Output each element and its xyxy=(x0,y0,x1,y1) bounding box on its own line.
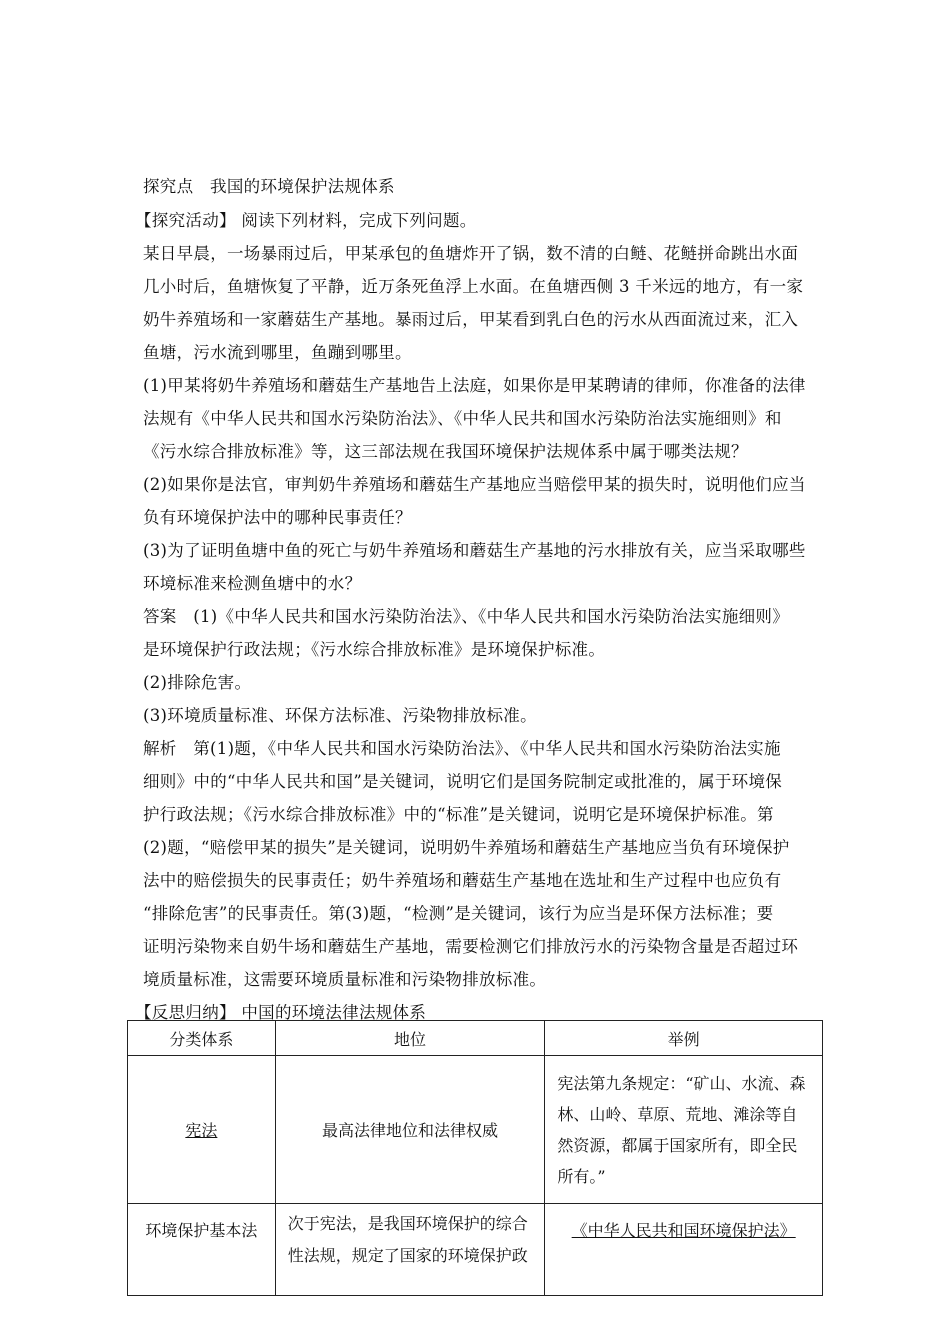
row-2-category: 环境保护基本法 xyxy=(128,1204,276,1296)
reflection-tag: 【反思归纳】 xyxy=(135,1003,236,1022)
question-line-3: 《污水综合排放标准》等，这三部法规在我国环境保护法规体系中属于哪类法规？ xyxy=(143,442,748,461)
reflection-title: 中国的环境法律法规体系 xyxy=(241,1003,427,1022)
row-1-category-text: 宪法 xyxy=(185,1121,218,1140)
table-row xyxy=(128,1204,823,1296)
question-line-5: 负有环境保护法中的哪种民事责任？ xyxy=(143,508,412,527)
question-line-2: 法规有《中华人民共和国水污染防治法》、《中华人民共和国水污染防治法实施细则》和 xyxy=(143,409,782,428)
answer-label: 答案 xyxy=(143,607,177,626)
question-line-1: (1)甲某将奶牛养殖场和蘑菇生产基地告上法庭，如果你是甲某聘请的律师，你准备的法律 xyxy=(143,376,806,395)
question-line-7: 环境标准来检测鱼塘中的水？ xyxy=(143,574,362,593)
material-line-4: 鱼塘，污水流到哪里，鱼蹦到哪里。 xyxy=(143,343,412,362)
row-2-example xyxy=(545,1204,823,1296)
question-line-6: (3)为了证明鱼塘中鱼的死亡与奶牛养殖场和蘑菇生产基地的污水排放有关，应当采取哪些 xyxy=(143,541,806,560)
question-line-4: (2)如果你是法官，审判奶牛养殖场和蘑菇生产基地应当赔偿甲某的损失时，说明他们应当 xyxy=(143,475,806,494)
analysis-line-1 xyxy=(143,739,781,759)
section-heading-title: 我国的环境保护法规体系 xyxy=(210,177,395,196)
row-2-status: 次于宪法，是我国环境保护的综合性法规，规定了国家的环境保护政 xyxy=(275,1204,545,1296)
activity-instruction: 阅读下列材料，完成下列问题。 xyxy=(241,211,477,230)
law-system-table xyxy=(127,1020,823,1296)
material-line-1: 某日早晨，一场暴雨过后，甲某承包的鱼塘炸开了锅，数不清的白鲢、花鲢拼命跳出水面 xyxy=(143,244,799,263)
header-status: 地位 xyxy=(275,1021,545,1056)
analysis-line-7: 证明污染物来自奶牛场和蘑菇生产基地，需要检测它们排放污水的污染物含量是否超过环 xyxy=(143,937,799,956)
analysis-line-5: 法中的赔偿损失的民事责任；奶牛养殖场和蘑菇生产基地在选址和生产过程中也应负有 xyxy=(143,871,782,890)
section-heading-label: 探究点 xyxy=(143,177,194,196)
header-example: 举例 xyxy=(545,1021,823,1056)
header-category: 分类体系 xyxy=(128,1021,276,1056)
row-1-example: 宪法第九条规定：“矿山、水流、森林、山岭、草原、荒地、滩涂等自然资源，都属于国家所有，即全民所有。” xyxy=(545,1056,823,1204)
answer-line-4: (3)环境质量标准、环保方法标准、污染物排放标准。 xyxy=(143,706,537,725)
analysis-line-2: 细则》中的“中华人民共和国”是关键词，说明它们是国务院制定或批准的，属于环境保 xyxy=(143,772,783,791)
analysis-line-6: “排除危害”的民事责任。第(3)题，“检测”是关键词，该行为应当是环保方法标准；要 xyxy=(143,904,774,923)
analysis-label: 解析 xyxy=(143,739,177,758)
answer-line-2: 是环境保护行政法规；《污水综合排放标准》是环境保护标准。 xyxy=(143,640,606,659)
row-2-example-text: 《中华人民共和国环境保护法》 xyxy=(571,1221,796,1240)
answer-text-1: (1)《中华人民共和国水污染防治法》、《中华人民共和国水污染防治法实施细则》 xyxy=(193,607,790,626)
analysis-text-1: 第(1)题，《中华人民共和国水污染防治法》、《中华人民共和国水污染防治法实施 xyxy=(193,739,781,758)
table-row xyxy=(128,1056,823,1204)
analysis-line-4: (2)题，“赔偿甲某的损失”是关键词，说明奶牛养殖场和蘑菇生产基地应当负有环境保护 xyxy=(143,838,790,857)
activity-line xyxy=(135,211,477,231)
answer-line-1 xyxy=(143,607,789,627)
section-heading xyxy=(143,177,395,197)
material-line-3: 奶牛养殖场和一家蘑菇生产基地。暴雨过后，甲某看到乳白色的污水从西面流过来，汇入 xyxy=(143,310,799,329)
answer-line-3: (2)排除危害。 xyxy=(143,673,252,692)
material-line-2: 几小时后，鱼塘恢复了平静，近万条死鱼浮上水面。在鱼塘西侧 3 千米远的地方，有一家 xyxy=(143,277,804,296)
row-1-category xyxy=(128,1056,276,1204)
activity-tag: 【探究活动】 xyxy=(135,211,236,230)
row-1-status: 最高法律地位和法律权威 xyxy=(275,1056,545,1204)
analysis-line-8: 境质量标准，这需要环境质量标准和污染物排放标准。 xyxy=(143,970,547,989)
analysis-line-3: 护行政法规；《污水综合排放标准》中的“标准”是关键词，说明它是环境保护标准。第 xyxy=(143,805,774,824)
table-header-row xyxy=(128,1021,823,1056)
